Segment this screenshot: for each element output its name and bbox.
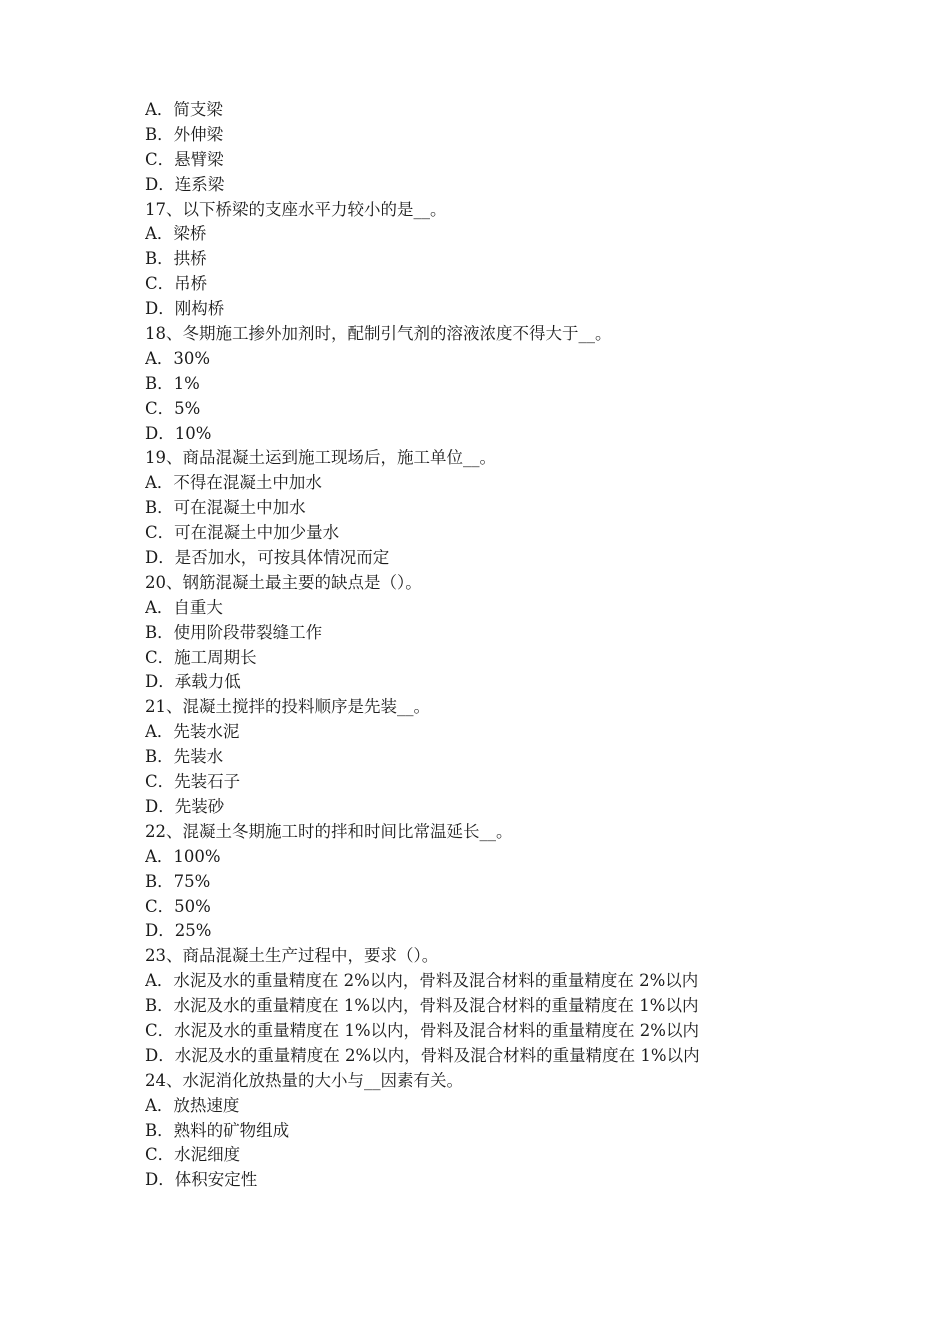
option-line: A．不得在混凝土中加水	[145, 473, 322, 493]
option-line: B．75%	[145, 871, 211, 891]
option-line: B．1%	[145, 373, 200, 393]
option-line: A．自重大	[145, 597, 223, 617]
question-line: 21、混凝土搅拌的投料顺序是先装__。	[145, 697, 430, 717]
option-line: A．放热速度	[145, 1095, 240, 1115]
option-line: C．悬臂梁	[145, 149, 224, 169]
question-line: 22、混凝土冬期施工时的拌和时间比常温延长__。	[145, 821, 513, 841]
option-line: C．50%	[145, 896, 211, 916]
option-line: D．体积安定性	[145, 1170, 258, 1190]
option-line: B．熟料的矿物组成	[145, 1120, 290, 1140]
option-line: B．使用阶段带裂缝工作	[145, 622, 323, 642]
option-line: D．刚构桥	[145, 299, 225, 319]
question-line: 17、以下桥梁的支座水平力较小的是__。	[145, 199, 447, 219]
option-line: A．水泥及水的重量精度在 2%以内，骨料及混合材料的重量精度在 2%以内	[145, 971, 699, 991]
option-line: A．先装水泥	[145, 722, 240, 742]
question-line: 20、钢筋混凝土最主要的缺点是（）。	[145, 572, 422, 592]
question-line: 19、商品混凝土运到施工现场后，施工单位__。	[145, 448, 496, 468]
option-line: C．可在混凝土中加少量水	[145, 523, 340, 543]
question-text-block	[145, 98, 905, 1193]
question-line: 18、冬期施工掺外加剂时，配制引气剂的溶液浓度不得大于__。	[145, 324, 612, 344]
option-line: C．水泥及水的重量精度在 1%以内，骨料及混合材料的重量精度在 2%以内	[145, 1020, 699, 1040]
option-line: B．水泥及水的重量精度在 1%以内，骨料及混合材料的重量精度在 1%以内	[145, 996, 699, 1016]
option-line: A．30%	[145, 348, 211, 368]
option-line: B．拱桥	[145, 249, 207, 269]
option-line: C．吊桥	[145, 274, 208, 294]
option-line: C．5%	[145, 398, 201, 418]
option-line: D．连系梁	[145, 174, 225, 194]
option-line: D．承载力低	[145, 672, 241, 692]
option-line: B．先装水	[145, 747, 224, 767]
option-line: D．先装砂	[145, 796, 225, 816]
option-line: C．先装石子	[145, 772, 241, 792]
question-line: 23、商品混凝土生产过程中，要求（）。	[145, 946, 439, 966]
option-line: A．100%	[145, 846, 221, 866]
option-line: B．可在混凝土中加水	[145, 498, 306, 518]
option-line: D．25%	[145, 921, 212, 941]
option-line: D．水泥及水的重量精度在 2%以内，骨料及混合材料的重量精度在 1%以内	[145, 1045, 700, 1065]
option-line: D．是否加水，可按具体情况而定	[145, 548, 390, 568]
option-line: C．施工周期长	[145, 647, 257, 667]
option-line: B．外伸梁	[145, 124, 224, 144]
option-line: D．10%	[145, 423, 212, 443]
option-line: A．梁桥	[145, 224, 207, 244]
option-line: A．简支梁	[145, 100, 223, 119]
option-line: C．水泥细度	[145, 1145, 241, 1165]
question-line: 24、水泥消化放热量的大小与__因素有关。	[145, 1070, 463, 1090]
